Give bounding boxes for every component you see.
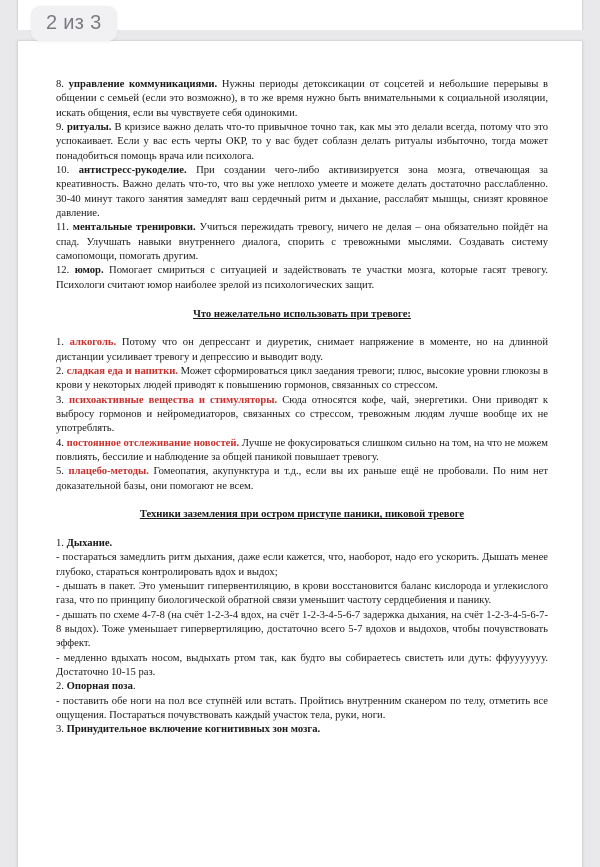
- page-content: [56, 78, 548, 738]
- list-item-10: [56, 164, 548, 221]
- section-heading-avoid: Что нежелательно использовать при тревоге:: [193, 308, 411, 320]
- list-item-number: 9.: [56, 122, 67, 134]
- list-item-9: [56, 121, 548, 164]
- technique-title-text: Дыхание.: [66, 538, 113, 549]
- list-item-11: [56, 221, 548, 264]
- spacer: [56, 293, 548, 307]
- list-item-number: 10.: [56, 165, 79, 177]
- list-item-term: управление коммуникациями.: [68, 79, 218, 90]
- technique-title-text: Принудительное включение когнитивных зон мозга.: [66, 724, 321, 736]
- spacer: [56, 523, 548, 537]
- page-number-badge: 2 из 3: [31, 6, 117, 41]
- list-item-12: [56, 264, 548, 293]
- avoid-item-4: [56, 437, 548, 466]
- avoid-item-3: [56, 394, 548, 437]
- avoid-item-text: Сюда относятся кофе, чай, энергетики. Они приводят к выбросу гормонов и нейромедиаторов, связанных со стрессом, тревожным людям лучше вообще их не употреблять.: [56, 394, 549, 435]
- avoid-item-term: сладкая еда и напитки.: [66, 365, 178, 377]
- avoid-item-term: алкоголь.: [69, 337, 117, 349]
- list-item-text: Учиться пережидать тревогу, ничего не делая – она обязательно пойдёт на спад. Улучшать навыки внутреннего диалога, спорить с тревожными мыслями. Создавать систему самопомощи, помогать другим.: [56, 222, 548, 263]
- technique-number: 2.: [56, 681, 67, 693]
- technique-number: 3.: [56, 724, 67, 736]
- technique-3-title: [56, 723, 548, 737]
- technique-2-line-1: - поставить обе ноги на пол все ступнёй или встать. Пройтись внутренним сканером по телу, отметить все ощущения. Постараться почувствовать каждый участок тела, руки, ноги.: [56, 695, 548, 722]
- spacer: [56, 494, 548, 508]
- technique-title-text: Опорная поза: [66, 681, 133, 693]
- list-item-text: В кризисе важно делать что-то привычное точно так, как мы это делали всегда, потому что это успокаивает. Если у вас есть черты ОКР, то у вас будет соблазн делать ритуалы избыточно, тогда может понадобиться помощь врача или психолога.: [56, 122, 548, 162]
- avoid-item-text: Лучше не фокусироваться слишком сильно на том, на что не можем повлиять, бессилие и наблюдение за общей паникой повышает тревогу.: [56, 437, 549, 463]
- avoid-item-number: 4.: [56, 437, 67, 449]
- avoid-item-1: [56, 336, 548, 365]
- technique-number: 1.: [56, 538, 67, 549]
- avoid-item-text: Может сформироваться цикл заедания тревоги; плюс, высокие уровни глюкозы в крови у некоторых людей приводят к повышению гормонов, связанных со стрессом.: [56, 365, 549, 392]
- document-page: [17, 40, 583, 867]
- technique-1-line-1: - постараться замедлить ритм дыхания, даже если кажется, что, наоборот, надо его ускорить. Дышать менее глубоко, стараться контролировать вдох и выдох;: [56, 552, 548, 578]
- list-item-term: ритуалы.: [66, 122, 112, 134]
- technique-1-line-4: - медленно вдыхать носом, выдыхать ртом так, как будто вы собираетесь свистеть или дуть: ффууууууу. Достаточно 10-15 раз.: [56, 652, 548, 679]
- avoid-item-term: постоянное отслеживание новостей.: [66, 437, 240, 449]
- list-item-text: Нужны периоды детоксикации от соцсетей и небольшие перерывы в общении с семьей (если это возможно), в то же время нужно быть внимательными к социальной изоляции, искать общения, если вы чувствуете себя одинокими.: [56, 79, 549, 119]
- list-item-term: антистресс-рукоделие.: [78, 165, 187, 177]
- avoid-item-2: [56, 365, 548, 394]
- avoid-item-number: 1.: [56, 337, 70, 349]
- avoid-item-text: Потому что он депрессант и диуретик, снимает напряжение в моменте, но на длинной дистанции усиливает тревогу и депрессию и выводит воду.: [56, 337, 549, 363]
- avoid-item-number: 5.: [56, 466, 69, 478]
- list-item-term: ментальные тренировки.: [72, 222, 196, 234]
- technique-title-tail: .: [132, 681, 136, 693]
- avoid-item-number: 3.: [56, 394, 70, 406]
- technique-1-title: [56, 537, 548, 551]
- list-item-number: 12.: [56, 265, 75, 277]
- list-item-text: Помогает смириться с ситуацией и задействовать те участки мозга, которые гасят тревогу. Психологи считают юмор наиболее зрелой из психологических защит.: [56, 265, 548, 291]
- spacer: [56, 322, 548, 336]
- technique-1-line-3: - дышать по схеме 4-7-8 (на счёт 1-2-3-4 вдох, на счёт 1-2-3-4-5-6-7 задержка дыхания, на счёт 1-2-3-4-5-6-7-8 выдох). Тоже уменьшает гипервертиляцию, достаточно всего 5-7 вдохов и выдохов, чтобы почувствовать эффект.: [56, 609, 548, 650]
- avoid-item-term: психоактивные вещества и стимуляторы.: [69, 394, 278, 406]
- list-item-number: 8.: [56, 79, 69, 90]
- list-item-term: юмор.: [74, 265, 104, 277]
- list-item-number: 11.: [56, 222, 73, 234]
- technique-1-line-2: - дышать в пакет. Это уменьшит гипервентиляцию, в крови восстановится баланс кислорода и углекислого газа, что по принципу биологической обратной связи уменьшит частоту сердцебиения и панику.: [56, 581, 548, 607]
- avoid-item-5: [56, 465, 548, 494]
- avoid-item-text: Гомеопатия, акупунктура и т.д., если вы их раньше ещё не пробовали. По ним нет доказательной базы, они помогают не всем.: [56, 466, 548, 492]
- list-item-text: При создании чего-либо активизируется зона мозга, отвечающая за креативность. Важно делать что-то, что вы уже неплохо умеете и можете делать достаточно расслабленно. 30-40 минут такого занятия замедлят ваш сердечный ритм и дыхание, расслабят мышцы, снизят кровяное давление.: [56, 165, 549, 220]
- avoid-item-term: плацебо-методы.: [68, 466, 149, 478]
- avoid-item-number: 2.: [56, 365, 67, 377]
- section-heading-grounding: Техники заземления при остром приступе паники, пиковой тревоге: [139, 509, 465, 521]
- technique-2-title: [56, 680, 548, 694]
- list-item-8: [56, 78, 548, 121]
